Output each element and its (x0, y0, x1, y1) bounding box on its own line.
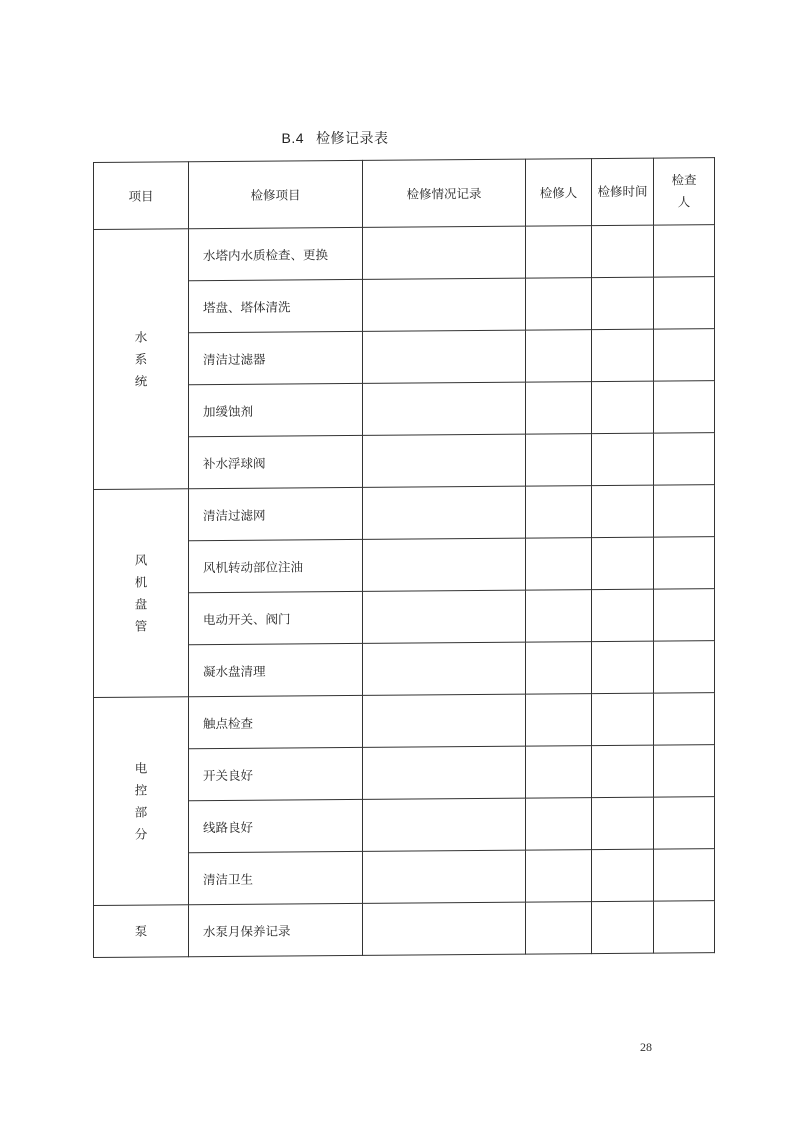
group-label: 泵 (134, 923, 148, 939)
table-row (94, 485, 715, 542)
repairer-cell[interactable] (526, 330, 592, 383)
maintenance-record-table (93, 157, 715, 958)
repair-time-cell[interactable] (592, 589, 654, 641)
repair-time-cell[interactable] (592, 849, 654, 901)
repairer-cell[interactable] (526, 850, 592, 903)
maintenance-item: 触点检查 (189, 695, 363, 748)
group-label-cell (94, 489, 189, 698)
repair-time-cell[interactable] (592, 745, 654, 797)
condition-record-cell[interactable] (363, 798, 526, 851)
repair-time-cell[interactable] (592, 537, 654, 589)
repairer-cell[interactable] (526, 434, 592, 487)
maintenance-item: 线路良好 (189, 799, 363, 852)
maintenance-item: 清洁过滤网 (189, 487, 363, 540)
maintenance-item: 水塔内水质检查、更换 (189, 227, 363, 280)
inspector-cell[interactable] (654, 225, 715, 277)
group-label: 电控部分 (134, 760, 148, 842)
repair-time-cell[interactable] (592, 277, 654, 329)
repairer-cell[interactable] (526, 382, 592, 435)
repairer-cell[interactable] (526, 278, 592, 331)
group-label: 水系统 (134, 329, 148, 389)
condition-record-cell[interactable] (363, 382, 526, 435)
repairer-cell[interactable] (526, 538, 592, 591)
repairer-cell[interactable] (526, 902, 592, 955)
group-label-cell (94, 697, 189, 906)
repairer-cell[interactable] (526, 486, 592, 539)
repair-time-cell[interactable] (592, 433, 654, 485)
repairer-cell[interactable] (526, 694, 592, 747)
repair-time-cell[interactable] (592, 485, 654, 537)
inspector-cell[interactable] (654, 485, 715, 537)
inspector-cell[interactable] (654, 901, 715, 953)
maintenance-item: 清洁卫生 (189, 851, 363, 904)
inspector-cell[interactable] (654, 849, 715, 901)
condition-record-cell[interactable] (363, 330, 526, 383)
inspector-cell[interactable] (654, 745, 715, 797)
condition-record-cell[interactable] (363, 642, 526, 695)
condition-record-cell[interactable] (363, 746, 526, 799)
repair-time-cell[interactable] (592, 693, 654, 745)
caption-title: 检修记录表 (316, 131, 389, 147)
maintenance-item: 凝水盘清理 (189, 643, 363, 696)
inspector-cell[interactable] (654, 381, 715, 433)
header-repairer: 检修人 (526, 159, 592, 227)
maintenance-item: 清洁过滤器 (189, 331, 363, 384)
header-repair-time: 检修时间 (592, 158, 654, 225)
repair-time-cell[interactable] (592, 225, 654, 277)
condition-record-cell[interactable] (363, 850, 526, 903)
repairer-cell[interactable] (526, 746, 592, 799)
group-label-cell (94, 905, 189, 958)
maintenance-item: 补水浮球阀 (189, 435, 363, 488)
condition-record-cell[interactable] (363, 538, 526, 591)
repairer-cell[interactable] (526, 798, 592, 851)
group-label-cell (94, 229, 189, 490)
inspector-cell[interactable] (654, 693, 715, 745)
page-number: 28 (640, 1040, 652, 1054)
inspector-cell[interactable] (654, 797, 715, 849)
inspector-cell[interactable] (654, 329, 715, 381)
condition-record-cell[interactable] (363, 486, 526, 539)
header-condition-record: 检修情况记录 (363, 159, 526, 227)
repairer-cell[interactable] (526, 642, 592, 695)
header-row (94, 158, 715, 230)
maintenance-item: 水泵月保养记录 (189, 903, 363, 956)
inspector-cell[interactable] (654, 433, 715, 485)
condition-record-cell[interactable] (363, 278, 526, 331)
repair-time-cell[interactable] (592, 381, 654, 433)
maintenance-item: 开关良好 (189, 747, 363, 800)
inspector-cell[interactable] (654, 641, 715, 693)
repairer-cell[interactable] (526, 226, 592, 279)
condition-record-cell[interactable] (363, 590, 526, 643)
maintenance-item: 塔盘、塔体清洗 (189, 279, 363, 332)
caption-number: B.4 (281, 130, 304, 146)
repair-time-cell[interactable] (592, 329, 654, 381)
repair-time-cell[interactable] (592, 901, 654, 953)
table-row (94, 901, 715, 958)
condition-record-cell[interactable] (363, 434, 526, 487)
inspector-cell[interactable] (654, 277, 715, 329)
table-caption (0, 128, 670, 148)
table-row (94, 225, 715, 282)
inspector-cell[interactable] (654, 589, 715, 641)
header-project: 项目 (94, 162, 189, 230)
maintenance-item: 加缓蚀剂 (189, 383, 363, 436)
inspector-cell[interactable] (654, 537, 715, 589)
table-row (94, 693, 715, 750)
repairer-cell[interactable] (526, 590, 592, 643)
maintenance-item: 电动开关、阀门 (189, 591, 363, 644)
condition-record-cell[interactable] (363, 226, 526, 279)
maintenance-item: 风机转动部位注油 (189, 539, 363, 592)
header-inspector: 检查人 (654, 158, 715, 225)
header-maintenance-item: 检修项目 (189, 160, 363, 228)
condition-record-cell[interactable] (363, 902, 526, 955)
repair-time-cell[interactable] (592, 797, 654, 849)
condition-record-cell[interactable] (363, 694, 526, 747)
repair-time-cell[interactable] (592, 641, 654, 693)
group-label: 风机盘管 (134, 552, 148, 634)
